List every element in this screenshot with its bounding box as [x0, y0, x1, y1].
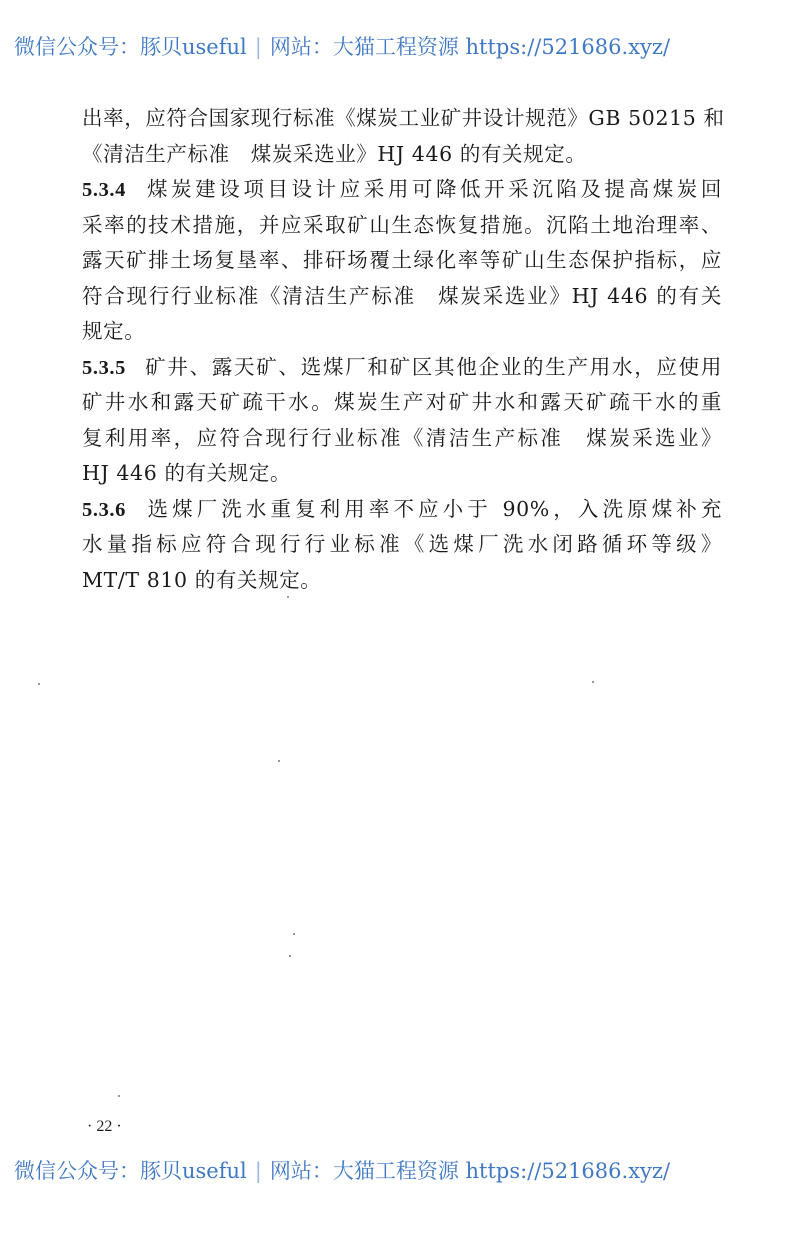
- scan-speck: [293, 933, 295, 935]
- watermark-header: [14, 31, 794, 61]
- scan-speck: [118, 1095, 120, 1097]
- text-line: 符合现行行业标准《清洁生产标准 煤炭采选业》HJ 446 的有关: [82, 283, 722, 308]
- clause-5-3-6: 5.3.6 选煤厂洗水重复利用率不应小于 90%，入洗原煤补充: [82, 496, 722, 521]
- watermark-website: 网站：大猫工程资源 https://521686.xyz/: [269, 1159, 671, 1183]
- text-line: 复利用率，应符合现行行业标准《清洁生产标准 煤炭采选业》: [82, 425, 722, 450]
- watermark-wechat: 微信公众号：豚贝useful: [14, 35, 247, 59]
- scan-speck: [592, 681, 594, 683]
- watermark-separator: |: [254, 35, 262, 59]
- watermark-separator: |: [254, 1159, 262, 1183]
- document-body: [82, 101, 725, 598]
- watermark-wechat: 微信公众号：豚贝useful: [14, 1159, 247, 1183]
- text-line: 出率，应符合国家现行标准《煤炭工业矿井设计规范》GB 50215 和: [82, 106, 725, 130]
- clause-5-3-5: 5.3.5 矿井、露天矿、选煤厂和矿区其他企业的生产用水，应使用: [82, 354, 722, 379]
- text-line: 水量指标应符合现行行业标准《选煤厂洗水闭路循环等级》: [82, 532, 722, 556]
- scan-speck: [278, 760, 280, 762]
- text-line: 露天矿排土场复垦率、排矸场覆土绿化率等矿山生态保护指标，应: [82, 248, 722, 272]
- clause-number: 5.3.4: [82, 179, 126, 201]
- page-number: · 22 ·: [87, 1118, 122, 1135]
- watermark-footer: [14, 1155, 794, 1185]
- clause-5-3-4: 5.3.4 煤炭建设项目设计应采用可降低开采沉陷及提高煤炭回: [82, 177, 722, 201]
- text-line: 采率的技术措施，并应采取矿山生态恢复措施。沉陷土地治理率、: [82, 212, 722, 237]
- clause-number: 5.3.5: [82, 356, 126, 379]
- text-line: MT/T 810 的有关规定。: [82, 567, 322, 592]
- text-line: 《清洁生产标准 煤炭采选业》HJ 446 的有关规定。: [82, 141, 587, 166]
- text-line: 规定。: [82, 319, 146, 343]
- text-line: HJ 446 的有关规定。: [82, 461, 292, 485]
- clause-number: 5.3.6: [82, 498, 126, 521]
- scan-speck: [289, 955, 291, 957]
- scan-speck: [287, 596, 289, 598]
- watermark-website: 网站：大猫工程资源 https://521686.xyz/: [269, 35, 671, 59]
- text-line: 矿井水和露天矿疏干水。煤炭生产对矿井水和露天矿疏干水的重: [82, 390, 722, 414]
- scan-speck: [38, 683, 40, 685]
